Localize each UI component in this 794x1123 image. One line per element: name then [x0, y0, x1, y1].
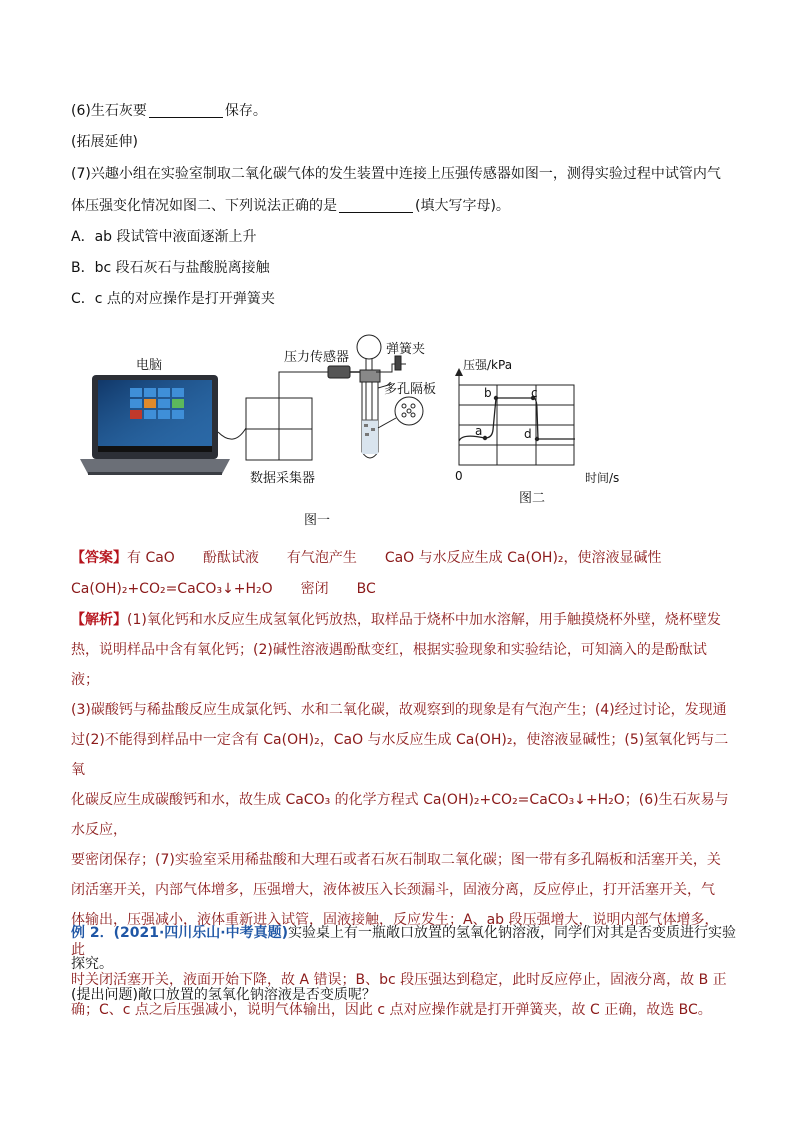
analysis-block: [71, 605, 731, 1025]
porous-plate-label: 多孔隔板: [384, 382, 437, 397]
point-a-marker: [483, 436, 487, 440]
point-d-marker: [535, 437, 539, 441]
analysis-line-4: 过(2)不能得到样品中一定含有 Ca(OH)₂，CaO 与水反应生成 Ca(OH)₂，使溶液显碱性；(5)氢氧化钙与二氧: [71, 732, 729, 778]
analysis-line-7: 闭活塞开关，内部气体增多，压强增大，液体被压入长颈漏斗，固液分离，反应停止，打开活塞开关，气: [71, 882, 715, 898]
y-axis-label: 压强/kPa: [463, 358, 513, 372]
analysis-line-8: 体输出，压强减小，液体重新进入试管，固液接触，反应发生；A、ab 段压强增大，说明内部气体增多，此: [71, 912, 719, 958]
answer-tag: 【答案】: [71, 550, 127, 566]
example2-line2: 探究。: [71, 956, 113, 972]
pressure-chart: [455, 368, 575, 465]
origin-label: 0: [455, 469, 463, 483]
analysis-line-3: (3)碳酸钙与稀盐酸反应生成氯化钙、水和二氧化碳，故观察到的现象是有气泡产生；(4)经过讨论，发现通: [71, 702, 727, 718]
example2-label: 例 2．: [71, 925, 114, 941]
q7-option-b: B．bc 段石灰石与盐酸脱离接触: [71, 260, 270, 276]
extend-heading: (拓展延伸): [71, 134, 138, 150]
point-b-marker: [494, 396, 498, 400]
q6-text-after: 保存。: [224, 103, 267, 119]
point-a-label: a: [475, 424, 483, 438]
analysis-line-2: 热，说明样品中含有氧化钙；(2)碱性溶液遇酚酞变红，根据实验现象和实验结论，可知滴入的是酚酞试液；: [71, 642, 707, 688]
answer-text-1: 有 CaO 酚酞试液 有气泡产生 CaO 与水反应生成 Ca(OH)₂，使溶液显碱性: [127, 550, 662, 566]
point-d-label: d: [524, 427, 532, 441]
analysis-line-9: 时关闭活塞开关，液面开始下降，故 A 错误；B、bc 段压强达到稳定，此时反应停止，固液分离，故 B 正: [71, 972, 727, 988]
computer-label: 电脑: [136, 358, 163, 373]
data-collector: [246, 398, 312, 460]
example2-text: 实验桌上有一瓶敞口放置的氢氧化钠溶液，同学们对其是否变质进行实验: [288, 925, 737, 941]
figure-2-caption: 图二: [519, 491, 546, 506]
figure-1-caption: 图一: [304, 513, 331, 528]
point-b-label: b: [484, 386, 492, 400]
data-collector-label: 数据采集器: [250, 471, 316, 486]
analysis-tag: 【解析】: [71, 612, 127, 628]
q7-line2-before: 体压强变化情况如图二、下列说法正确的是: [71, 198, 337, 214]
q6-text-before: (6)生石灰要: [71, 103, 147, 119]
laptop-icon: [80, 375, 230, 475]
analysis-line-10: 确；C、c 点之后压强减小，说明气体输出，因此 c 点对应操作就是打开弹簧夹，故 C 正确，故选 BC。: [71, 1002, 712, 1018]
q7-option-c: C．c 点的对应操作是打开弹簧夹: [71, 291, 275, 307]
answer-line2: Ca(OH)₂+CO₂=CaCO₃↓+H₂O 密闭 BC: [71, 581, 376, 597]
analysis-line-1: 【解析】(1)氧化钙和水反应生成氢氧化钙放热，取样品于烧杯中加水溶解，用手触摸烧杯外壁，烧杯壁发: [71, 612, 721, 628]
answer-line1: [71, 548, 662, 568]
q7-line2-after: (填大写字母)。: [415, 198, 510, 214]
q7-line1: (7)兴趣小组在实验室制取二氧化碳气体的发生装置中连接上压强传感器如图一，测得实验过程中试管内气: [71, 166, 721, 182]
pressure-sensor-label: 压力传感器: [284, 350, 350, 365]
analysis-line-5: 化碳反应生成碳酸钙和水，故生成 CaCO₃ 的化学方程式 Ca(OH)₂+CO₂=CaCO₃↓+H₂O；(6)生石灰易与水反应，: [71, 792, 729, 838]
analysis-line-6: 要密闭保存；(7)实验室采用稀盐酸和大理石或者石灰石制取二氧化碳；图一带有多孔隔板和活塞开关，关: [71, 852, 721, 868]
x-axis-label: 时间/s: [585, 471, 620, 485]
example2-question: (提出问题)敞口放置的氢氧化钠溶液是否变质呢？: [71, 987, 376, 1003]
example2-line1: [71, 923, 736, 943]
q7-option-a: A．ab 段试管中液面逐渐上升: [71, 229, 257, 245]
example2-source: (2021·四川乐山·中考真题): [113, 925, 289, 941]
point-c-label: c: [531, 386, 538, 400]
clamp-label: 弹簧夹: [386, 342, 426, 357]
